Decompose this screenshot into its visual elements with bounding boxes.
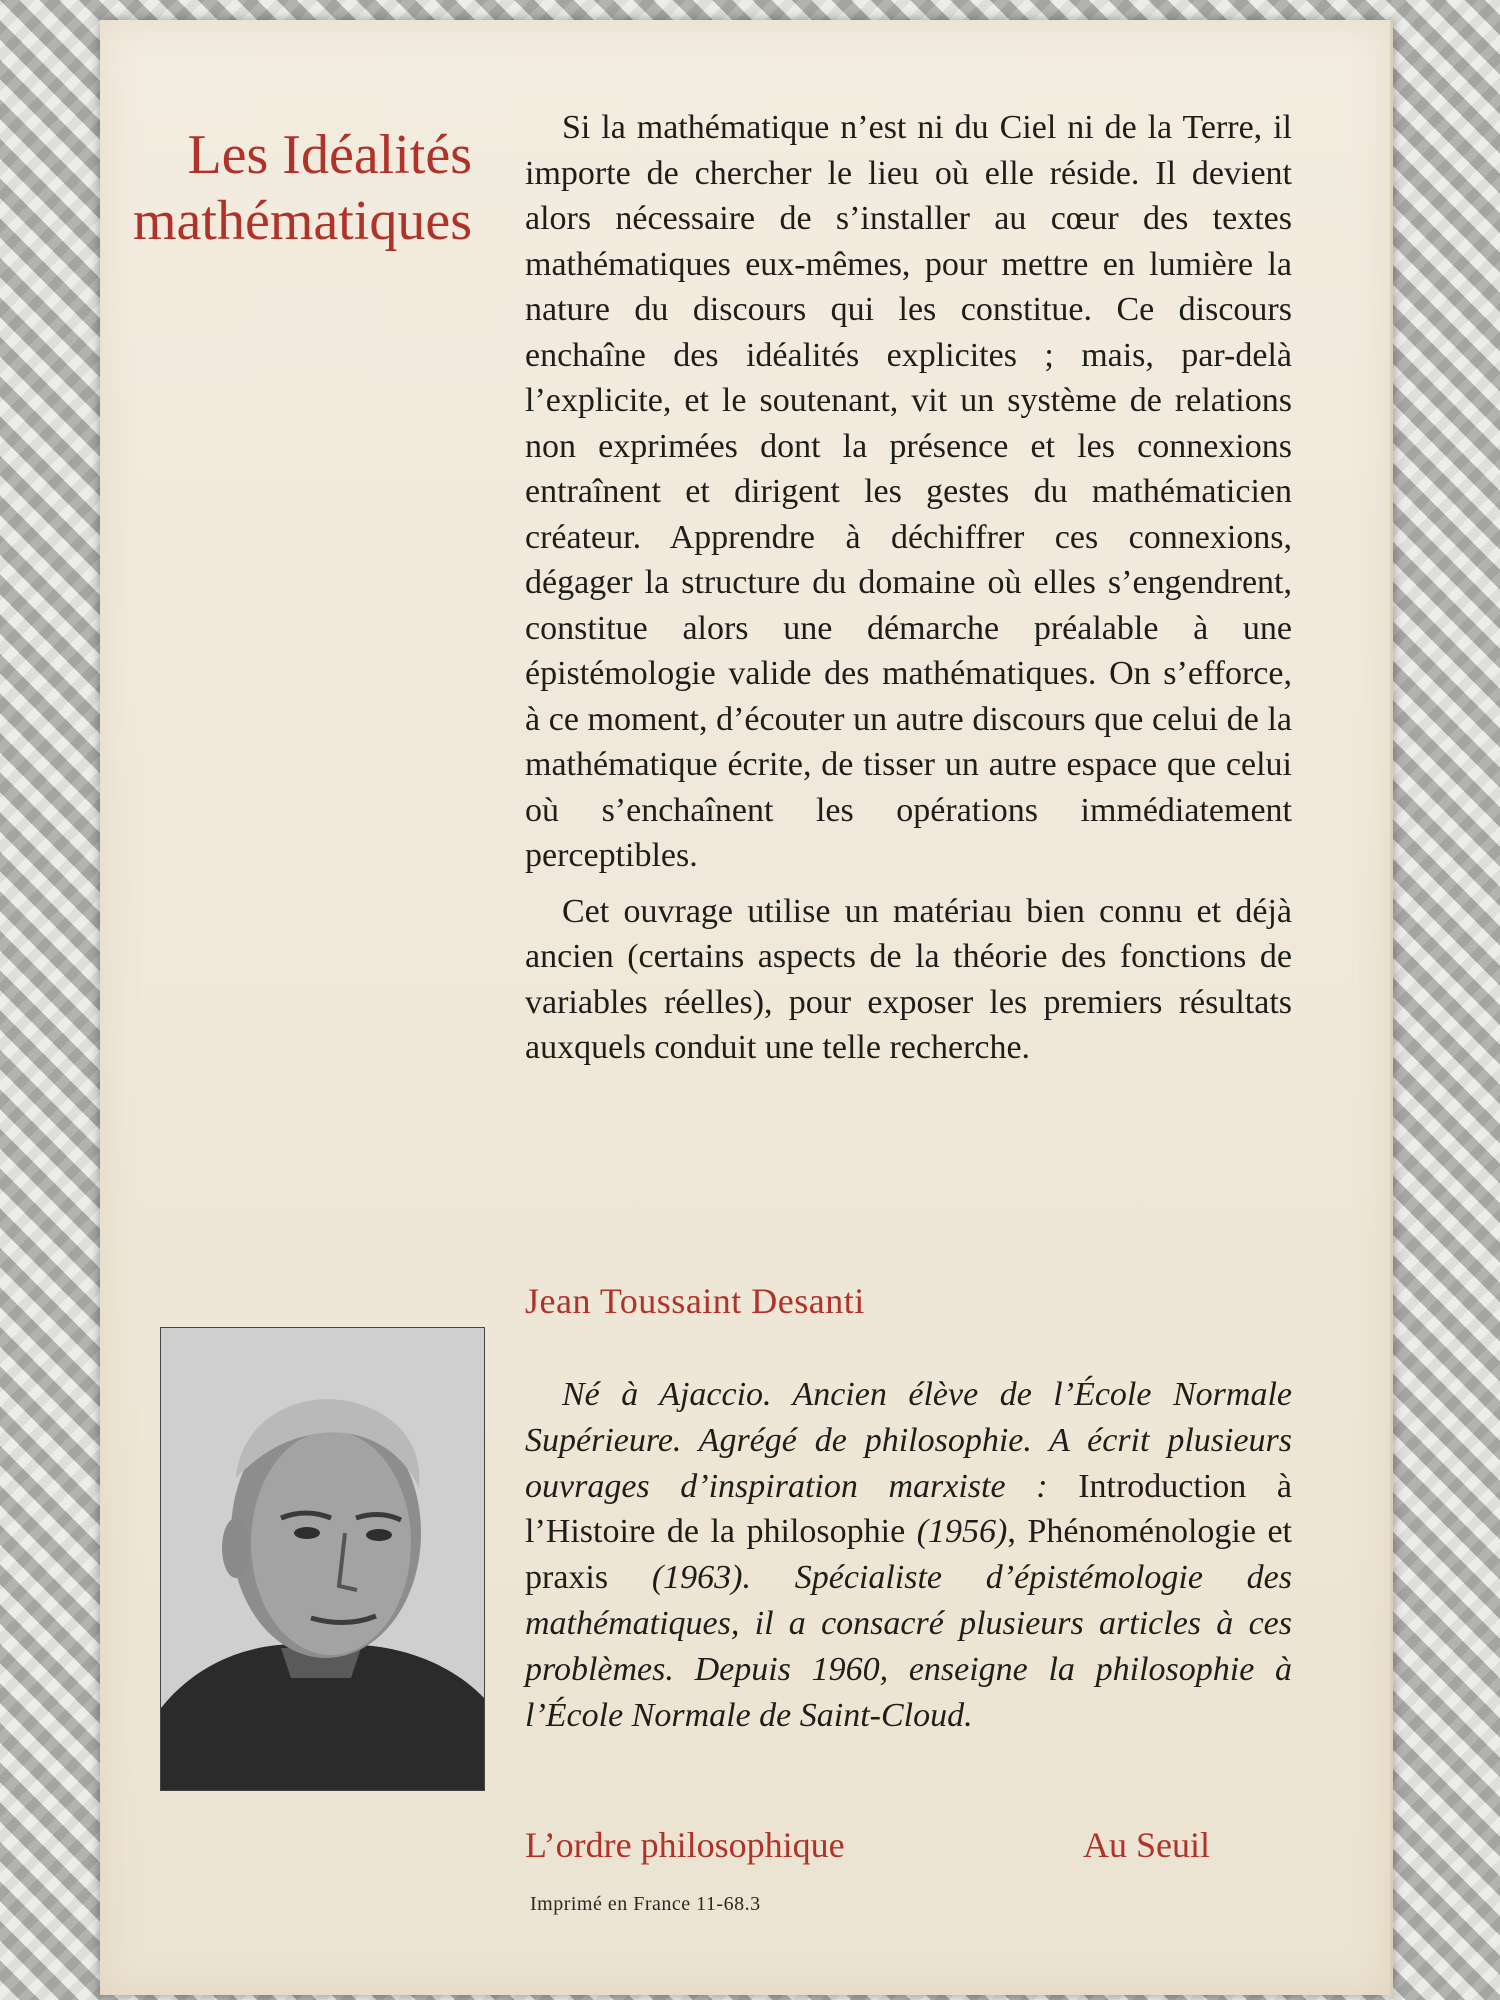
book-title <box>100 122 472 262</box>
book-title-line-1: Les Idéalités <box>187 124 472 186</box>
print-info: Imprimé en France 11-68.3 <box>530 1893 761 1915</box>
book-title-line-2: mathématiques <box>132 190 472 252</box>
bio-text-2: (1956) <box>905 1513 1008 1551</box>
bio-text-4: (1963). Spécialiste d’épistémologie des mathématiques, il a consacré plusieurs articles à ces problèmes. Depuis 1960, enseigne la philosophie à l’École Normale de Saint-Cloud. <box>525 1559 1292 1734</box>
author-photo <box>160 1327 485 1791</box>
series-name: L’ordre philosophique <box>525 1825 845 1865</box>
author-bio <box>525 1372 1292 1738</box>
publisher-name: Au Seuil <box>1082 1825 1210 1865</box>
blurb <box>525 105 1292 1071</box>
bio-text-3: , <box>1007 1513 1028 1551</box>
blurb-paragraph-1: Si la mathématique n’est ni du Ciel ni de la Terre, il importe de chercher le lieu où elle réside. Il devient alors nécessaire de s’installer au cœur des textes mathématiques eux-mêmes, pour mettre en lumière la nature du discours qui les constitue. Ce discours enchaîne des idéalités explicites ; mais, par-delà l’explicite, et le soutenant, vit un système de relations non exprimées dont la présence et les connexions entraînent et dirigent les gestes du mathématicien créateur. Apprendre à déchiffrer ces connexions, dégager la structure du domaine où elles s’engendrent, constitue alors une démarche préalable à une épistémologie valide des mathématiques. On s’efforce, à ce moment, d’écouter un autre discours que celui de la mathématique écrite, de tisser un autre espace que celui où s’enchaînent les opérations immédiatement perceptibles. <box>525 109 1292 874</box>
author-name: Jean Toussaint Desanti <box>525 1281 865 1321</box>
bio-text-1: Né à Ajaccio. Ancien élève de l’École Normale Supérieure. Agrégé de philosophie. A écrit plusieurs ouvrages d’inspiration marxiste : <box>525 1376 1292 1505</box>
bio-work-1: Introduction à l’Histoire de la philosophie <box>525 1467 1292 1551</box>
bio-work-2: Phénoménologie et praxis <box>525 1513 1292 1597</box>
blurb-paragraph-2: Cet ouvrage utilise un matériau bien connu et déjà ancien (certains aspects de la théorie des fonctions de variables réelles), pour exposer les premiers résultats auxquels conduit une telle recherche. <box>525 892 1292 1066</box>
